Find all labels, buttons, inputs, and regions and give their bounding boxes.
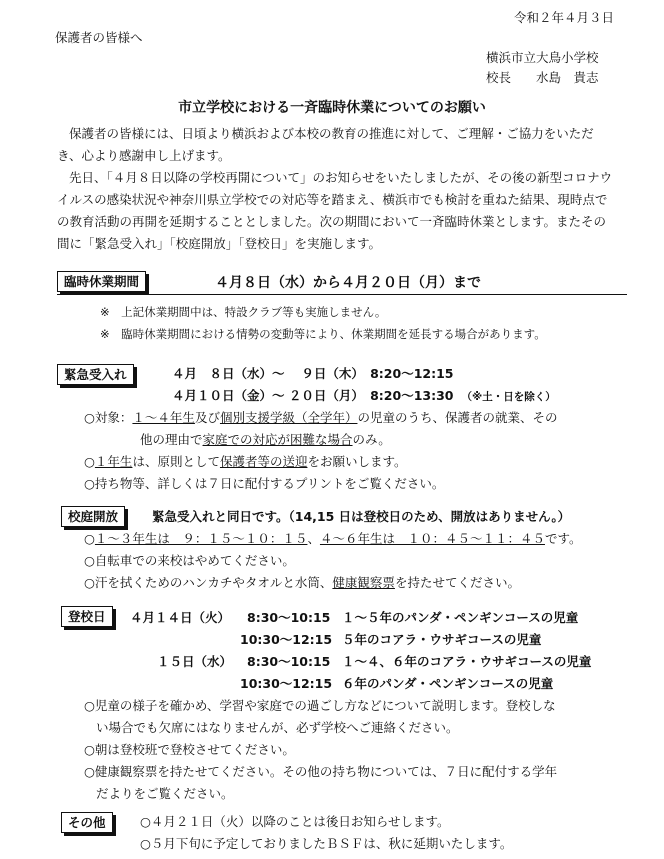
schoolday-note-3: ○健康観察票を持たせてください。その他の持ち物については、７日に配付する学年 [84,764,558,779]
addressee: 保護者の皆様へ [55,30,143,45]
emergency-label: 緊急受入れ [57,364,134,385]
schoolday-row-1-date: ４月１４日（火） [130,610,231,625]
other-note-2: ○５月下旬に予定しておりましたＢＳＦは、秋に延期いたします。 [140,836,513,851]
schoolday-note-2: ○朝は登校班で登校させてください。 [84,742,295,757]
school-name: 横浜市立大鳥小学校 [486,50,599,65]
playground-towel: ○汗を拭くためのハンカチやタオルと水筒、健康観察票を持たせてください。 [84,575,520,590]
emergency-schedule-2-time: ４月１０日（金）～ ２０日（月） 8:20～13:30 [172,388,454,403]
closure-note-2: ※ 臨時休業期間における情勢の変動等により、休業期間を延長する場合があります。 [100,327,546,341]
playground-headline: 緊急受入れと同日です。（14,15 日は登校日のため、開放はありません。） [152,509,571,524]
schoolday-row-4-time: 10:30～12:15 [240,676,333,691]
closure-period: ４月８日（水）から４月２０日（月）まで [215,275,481,291]
emergency-target: ○対象：１～４年生及び個別支援学級（全学年）の児童のうち、保護者の就業、その [84,410,558,425]
schoolday-note-3-cont: だよりをご覧ください。 [96,786,234,801]
intro-paragraph-1: 保護者の皆様には、日頃より横浜および本校の教育の推進に対して、ご理解・ご協力をいただき、心より感謝申し上げます。 [57,126,594,163]
schoolday-row-3-time: 8:30～10:15 [247,654,331,669]
schoolday-row-1-desc: １～５年のパンダ・ペンギンコースの児童 [342,610,579,625]
other-note-1: ○４月２１日（火）以降のことは後日お知らせします。 [140,814,450,829]
other-label: その他 [61,812,113,833]
playground-bike: ○自転車での来校はやめてください。 [84,553,295,568]
emergency-items: ○持ち物等、詳しくは７日に配付するプリントをご覧ください。 [84,476,445,491]
principal-name: 校長 水島 貴志 [486,70,599,85]
emergency-schedule-2 [172,386,556,404]
emergency-schedule-1: ４月 ８日（水）～ ９日（木） 8:20～12:15 [172,366,454,381]
closure-note-1: ※ 上記休業期間中は、特設クラブ等も実施しません。 [100,305,387,319]
emergency-target-line-2: 他の理由で家庭での対応が困難な場合のみ。 [140,432,391,447]
schoolday-row-2-desc: ５年のコアラ・ウサギコースの児童 [342,632,542,647]
schoolday-row-2-time: 10:30～12:15 [240,632,333,647]
intro-paragraph-2: 先日、「４月８日以降の学校再開について」のお知らせをいたしましたが、その後の新型コロナウイルスの感染状況や神奈川県立学校での対応等を踏まえ、横浜市でも検討を重ねた結果、現時点での教育活動の再開を延期することとしました。次の期間において一斉臨時休業とします。またその間に「緊急受入れ」「校庭開放」「登校日」を実施します。 [57,170,613,251]
schoolday-label: 登校日 [61,606,113,627]
closure-label: 臨時休業期間 [57,271,146,292]
emergency-schedule-2-note: （※土・日を除く） [461,391,556,403]
schoolday-note-1: ○児童の様子を確かめ、学習や家庭での過ごし方などについて説明します。登校しな [84,698,556,713]
schoolday-row-4-desc: ６年のパンダ・ペンギンコースの児童 [342,676,554,691]
playground-times: ○１～３年生は ９：１５～１０：１５、４～６年生は １０：４５～１１：４５です。 [84,531,582,546]
playground-label: 校庭開放 [61,506,125,527]
schoolday-row-3-desc: １～４、６年のコアラ・ウサギコースの児童 [342,654,592,669]
date: 令和２年４月３日 [513,10,614,25]
schoolday-row-3-date: １５日（水） [157,654,233,669]
schoolday-row-1-time: 8:30～10:15 [247,610,331,625]
emergency-first-grade: ○１年生は、原則として保護者等の送迎をお願いします。 [84,454,407,469]
schoolday-note-1-cont: い場合でも欠席にはなりませんが、必ず学校へご連絡ください。 [96,720,459,735]
document-title: 市立学校における一斉臨時休業についてのお願い [178,100,486,116]
